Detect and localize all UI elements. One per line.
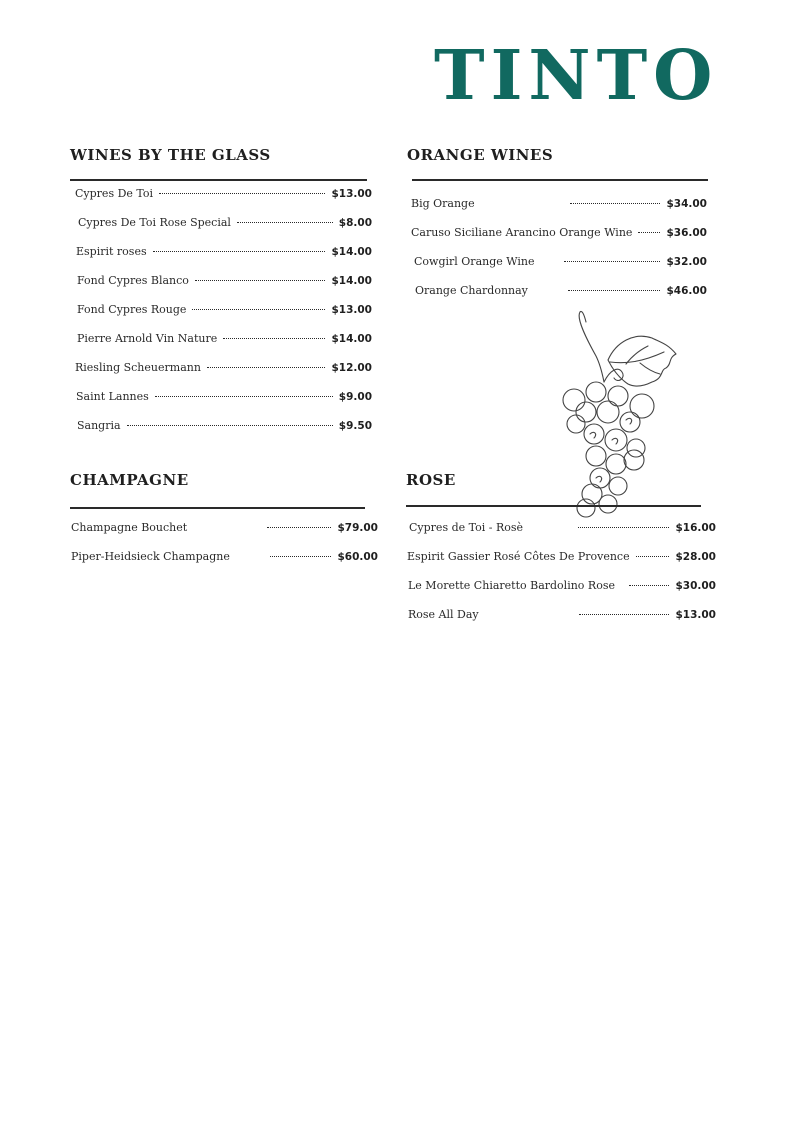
item-price: $13.00 (331, 188, 372, 200)
section-divider (70, 179, 367, 181)
item-name: Caruso Siciliane Arancino Orange Wine (411, 226, 633, 239)
leader-dots (578, 527, 669, 528)
item-name: Fond Cypres Rouge (77, 303, 187, 316)
section-rose (406, 471, 716, 631)
leader-dots (195, 280, 326, 281)
leader-dots (636, 556, 670, 557)
item-price: $30.00 (675, 580, 716, 592)
menu-item (407, 226, 707, 240)
leader-dots (629, 585, 669, 586)
item-price: $14.00 (331, 333, 372, 345)
menu-item (70, 390, 372, 404)
item-price: $12.00 (331, 362, 372, 374)
item-name: Rose All Day (408, 608, 479, 621)
item-price: $32.00 (666, 256, 707, 268)
item-name: Piper-Heidsieck Champagne (71, 550, 230, 563)
item-name: Espirit Gassier Rosé Côtes De Provence (407, 550, 630, 563)
menu-item (407, 284, 707, 298)
leader-dots (153, 251, 326, 252)
menu-item (70, 245, 372, 259)
menu-item (406, 579, 716, 593)
item-price: $14.00 (331, 246, 372, 258)
brand-logo: TINTO (434, 36, 719, 116)
leader-dots (207, 367, 326, 368)
menu-item (407, 255, 707, 269)
leader-dots (223, 338, 325, 339)
leader-dots (127, 425, 333, 426)
menu-item (406, 550, 716, 564)
item-price: $36.00 (666, 227, 707, 239)
leader-dots (155, 396, 333, 397)
item-name: Espirit roses (76, 245, 147, 258)
menu-item (70, 274, 372, 288)
leader-dots (564, 261, 660, 262)
item-name: Champagne Bouchet (71, 521, 188, 534)
section-divider (412, 179, 708, 181)
leader-dots (568, 290, 661, 291)
menu-item (406, 521, 716, 535)
menu-item (407, 197, 707, 211)
item-price: $28.00 (675, 551, 716, 563)
section-title: ROSE (406, 471, 456, 489)
item-price: $34.00 (666, 198, 707, 210)
item-price: $8.00 (338, 217, 372, 229)
leader-dots (570, 203, 661, 204)
item-name: Big Orange (411, 197, 475, 210)
section-title: ORANGE WINES (407, 146, 554, 164)
item-price: $79.00 (337, 522, 378, 534)
leader-dots (270, 556, 332, 557)
item-price: $16.00 (675, 522, 716, 534)
item-price: $13.00 (675, 609, 716, 621)
item-name: Cypres De Toi Rose Special (78, 216, 231, 229)
menu-item (70, 419, 372, 433)
item-name: Pierre Arnold Vin Nature (77, 332, 218, 345)
section-divider (70, 507, 365, 509)
item-price: $9.00 (338, 391, 372, 403)
section-orange-wines (407, 146, 707, 306)
menu-item (406, 608, 716, 622)
item-name: Cypres De Toi (75, 187, 154, 200)
leader-dots (237, 222, 333, 223)
item-name: Orange Chardonnay (415, 284, 528, 297)
item-price: $9.50 (338, 420, 372, 432)
menu-item (70, 216, 372, 230)
section-wines-by-the-glass (70, 146, 372, 446)
item-name: Cypres de Toi - Rosè (409, 521, 524, 534)
section-divider (406, 505, 701, 507)
item-name: Le Morette Chiaretto Bardolino Rose (408, 579, 615, 592)
item-price: $14.00 (331, 275, 372, 287)
menu-item (70, 550, 378, 564)
section-title: WINES BY THE GLASS (70, 146, 271, 164)
item-name: Fond Cypres Blanco (77, 274, 189, 287)
item-name: Sangria (77, 419, 121, 432)
section-title: CHAMPAGNE (70, 471, 189, 489)
menu-item (70, 521, 378, 535)
leader-dots (638, 232, 660, 233)
menu-item (70, 332, 372, 346)
menu-item (70, 187, 372, 201)
item-price: $60.00 (337, 551, 378, 563)
item-name: Cowgirl Orange Wine (414, 255, 535, 268)
section-champagne (70, 471, 378, 581)
leader-dots (267, 527, 331, 528)
leader-dots (192, 309, 325, 310)
leader-dots (159, 193, 325, 194)
menu-item (70, 361, 372, 375)
menu-item (70, 303, 372, 317)
item-price: $13.00 (331, 304, 372, 316)
item-name: Saint Lannes (76, 390, 149, 403)
item-name: Riesling Scheuermann (75, 361, 201, 374)
item-price: $46.00 (666, 285, 707, 297)
leader-dots (579, 614, 670, 615)
